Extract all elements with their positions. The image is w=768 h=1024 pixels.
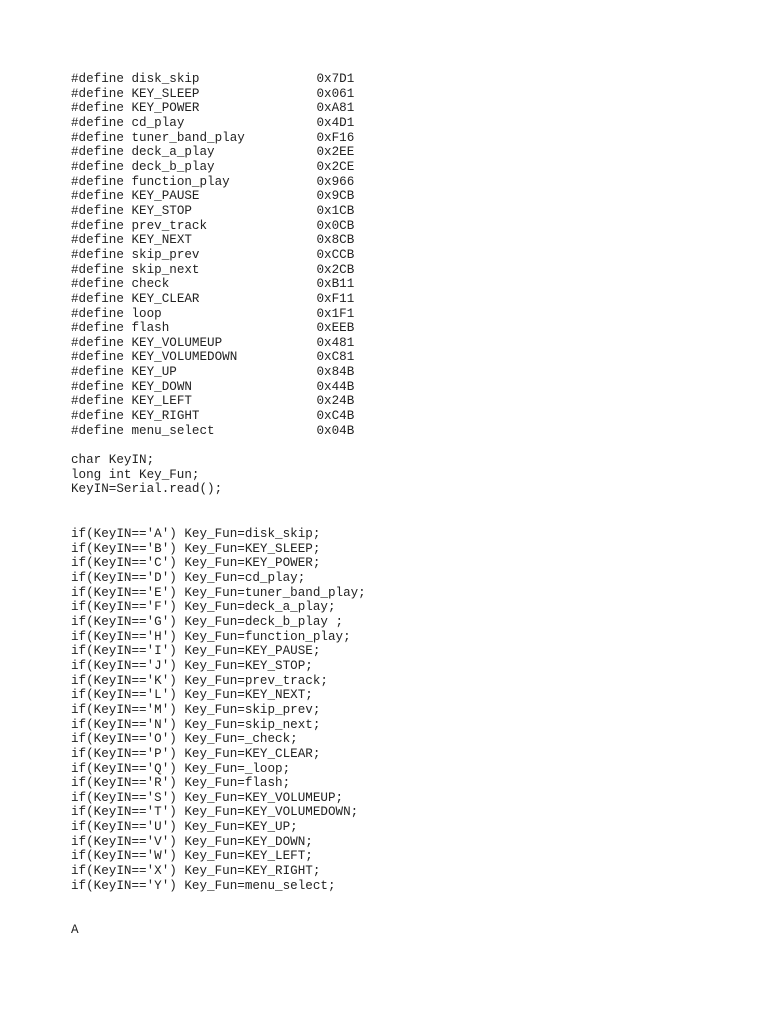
- define-name: KEY_RIGHT: [131, 409, 200, 424]
- declaration-line: long int Key_Fun;: [71, 467, 200, 482]
- condition-line: if(KeyIN=='N') Key_Fun=skip_next;: [71, 717, 321, 732]
- define-line: [71, 87, 354, 102]
- condition-block: [71, 527, 366, 893]
- define-name: prev_track: [131, 218, 208, 233]
- define-line: [71, 72, 354, 87]
- define-name: flash: [131, 321, 170, 336]
- define-name: tuner_band_play: [131, 130, 245, 145]
- define-name: KEY_VOLUMEDOWN: [131, 350, 238, 365]
- define-value: 0x0CB: [316, 218, 355, 233]
- define-keyword: #define: [71, 409, 124, 424]
- define-keyword: #define: [71, 203, 124, 218]
- define-value: 0xCCB: [316, 247, 355, 262]
- define-keyword: #define: [71, 291, 124, 306]
- define-line: [71, 204, 354, 219]
- condition-line: if(KeyIN=='H') Key_Fun=function_play;: [71, 629, 351, 644]
- define-value: 0xC81: [316, 350, 355, 365]
- define-value: 0xF11: [316, 291, 355, 306]
- define-line: [71, 365, 354, 380]
- define-line: [71, 394, 354, 409]
- define-keyword: #define: [71, 321, 124, 336]
- condition-line: if(KeyIN=='Q') Key_Fun=_loop;: [71, 761, 291, 776]
- define-keyword: #define: [71, 365, 124, 380]
- define-name: KEY_UP: [131, 365, 177, 380]
- define-value: 0x1F1: [316, 306, 355, 321]
- define-name: KEY_CLEAR: [131, 291, 200, 306]
- define-name: KEY_NEXT: [131, 233, 192, 248]
- define-keyword: #define: [71, 379, 124, 394]
- condition-line: if(KeyIN=='X') Key_Fun=KEY_RIGHT;: [71, 864, 321, 879]
- define-keyword: #define: [71, 335, 124, 350]
- condition-line: if(KeyIN=='B') Key_Fun=KEY_SLEEP;: [71, 541, 321, 556]
- define-value: 0xF16: [316, 130, 355, 145]
- define-line: [71, 248, 354, 263]
- declaration-block: [71, 453, 222, 497]
- define-name: loop: [131, 306, 162, 321]
- define-name: KEY_PAUSE: [131, 189, 200, 204]
- condition-line: if(KeyIN=='J') Key_Fun=KEY_STOP;: [71, 658, 313, 673]
- condition-line: if(KeyIN=='R') Key_Fun=flash;: [71, 776, 291, 791]
- define-value: 0xA81: [316, 101, 355, 116]
- condition-line: if(KeyIN=='M') Key_Fun=skip_prev;: [71, 702, 321, 717]
- define-keyword: #define: [71, 101, 124, 116]
- define-keyword: #define: [71, 159, 124, 174]
- define-name: menu_select: [131, 423, 215, 438]
- define-line: [71, 424, 354, 439]
- define-name: disk_skip: [131, 72, 200, 86]
- condition-line: if(KeyIN=='Y') Key_Fun=menu_select;: [71, 878, 336, 893]
- define-line: [71, 409, 354, 424]
- define-value: 0x2CB: [316, 262, 355, 277]
- define-line: [71, 277, 354, 292]
- define-value: 0xB11: [316, 277, 355, 292]
- condition-line: if(KeyIN=='E') Key_Fun=tuner_band_play;: [71, 585, 366, 600]
- condition-line: if(KeyIN=='W') Key_Fun=KEY_LEFT;: [71, 849, 313, 864]
- define-value: 0xEEB: [316, 321, 355, 336]
- define-value: 0x061: [316, 86, 355, 101]
- condition-line: if(KeyIN=='O') Key_Fun=_check;: [71, 732, 298, 747]
- condition-line: if(KeyIN=='S') Key_Fun=KEY_VOLUMEUP;: [71, 790, 344, 805]
- condition-line: if(KeyIN=='V') Key_Fun=KEY_DOWN;: [71, 834, 313, 849]
- trailing-text: A: [71, 923, 79, 937]
- define-keyword: #define: [71, 86, 124, 101]
- define-value: 0x9CB: [316, 189, 355, 204]
- define-line: [71, 160, 354, 175]
- define-keyword: #define: [71, 277, 124, 292]
- define-line: [71, 233, 354, 248]
- define-keyword: #define: [71, 218, 124, 233]
- define-keyword: #define: [71, 350, 124, 365]
- define-line: [71, 101, 354, 116]
- define-keyword: #define: [71, 262, 124, 277]
- condition-line: if(KeyIN=='P') Key_Fun=KEY_CLEAR;: [71, 746, 321, 761]
- define-line: [71, 131, 354, 146]
- condition-line: if(KeyIN=='D') Key_Fun=cd_play;: [71, 570, 306, 585]
- define-name: KEY_VOLUMEUP: [131, 335, 223, 350]
- define-value: 0x966: [316, 174, 355, 189]
- define-value: 0x84B: [316, 365, 355, 380]
- define-name: KEY_STOP: [131, 203, 192, 218]
- define-name: KEY_DOWN: [131, 379, 192, 394]
- condition-line: if(KeyIN=='K') Key_Fun=prev_track;: [71, 673, 328, 688]
- define-name: function_play: [131, 174, 230, 189]
- define-value: 0xC4B: [316, 409, 355, 424]
- declaration-line: char KeyIN;: [71, 453, 155, 467]
- define-value: 0x2EE: [316, 145, 355, 160]
- define-value: 0x44B: [316, 379, 355, 394]
- define-name: KEY_SLEEP: [131, 86, 200, 101]
- define-keyword: #define: [71, 145, 124, 160]
- define-name: skip_prev: [131, 247, 200, 262]
- condition-line: if(KeyIN=='F') Key_Fun=deck_a_play;: [71, 600, 336, 615]
- define-keyword: #define: [71, 72, 124, 86]
- define-keyword: #define: [71, 394, 124, 409]
- define-line: [71, 307, 354, 322]
- define-line: [71, 145, 354, 160]
- define-name: cd_play: [131, 115, 185, 130]
- define-keyword: #define: [71, 233, 124, 248]
- define-line: [71, 292, 354, 307]
- define-keyword: #define: [71, 423, 124, 438]
- define-value: 0x8CB: [316, 233, 355, 248]
- define-block: [71, 72, 354, 438]
- define-line: [71, 175, 354, 190]
- define-line: [71, 321, 354, 336]
- define-keyword: #define: [71, 115, 124, 130]
- define-value: 0x4D1: [316, 115, 355, 130]
- define-line: [71, 116, 354, 131]
- define-line: [71, 336, 354, 351]
- condition-line: if(KeyIN=='A') Key_Fun=disk_skip;: [71, 527, 321, 541]
- define-name: check: [131, 277, 170, 292]
- define-line: [71, 263, 354, 278]
- define-name: KEY_LEFT: [131, 394, 192, 409]
- define-name: deck_b_play: [131, 159, 215, 174]
- condition-line: if(KeyIN=='C') Key_Fun=KEY_POWER;: [71, 556, 321, 571]
- define-value: 0x24B: [316, 394, 355, 409]
- define-keyword: #define: [71, 247, 124, 262]
- define-value: 0x1CB: [316, 203, 355, 218]
- define-value: 0x2CE: [316, 159, 355, 174]
- define-value: 0x7D1: [316, 72, 355, 86]
- condition-line: if(KeyIN=='L') Key_Fun=KEY_NEXT;: [71, 688, 313, 703]
- define-name: deck_a_play: [131, 145, 215, 160]
- condition-line: if(KeyIN=='T') Key_Fun=KEY_VOLUMEDOWN;: [71, 805, 359, 820]
- condition-line: if(KeyIN=='U') Key_Fun=KEY_UP;: [71, 820, 298, 835]
- define-line: [71, 350, 354, 365]
- define-keyword: #define: [71, 174, 124, 189]
- define-name: skip_next: [131, 262, 200, 277]
- define-keyword: #define: [71, 189, 124, 204]
- condition-line: if(KeyIN=='G') Key_Fun=deck_b_play ;: [71, 614, 344, 629]
- condition-line: if(KeyIN=='I') Key_Fun=KEY_PAUSE;: [71, 644, 321, 659]
- define-name: KEY_POWER: [131, 101, 200, 116]
- define-value: 0x481: [316, 335, 355, 350]
- define-line: [71, 189, 354, 204]
- define-line: [71, 380, 354, 395]
- define-keyword: #define: [71, 130, 124, 145]
- define-line: [71, 219, 354, 234]
- define-keyword: #define: [71, 306, 124, 321]
- define-value: 0x04B: [316, 423, 355, 438]
- declaration-line: KeyIN=Serial.read();: [71, 482, 223, 497]
